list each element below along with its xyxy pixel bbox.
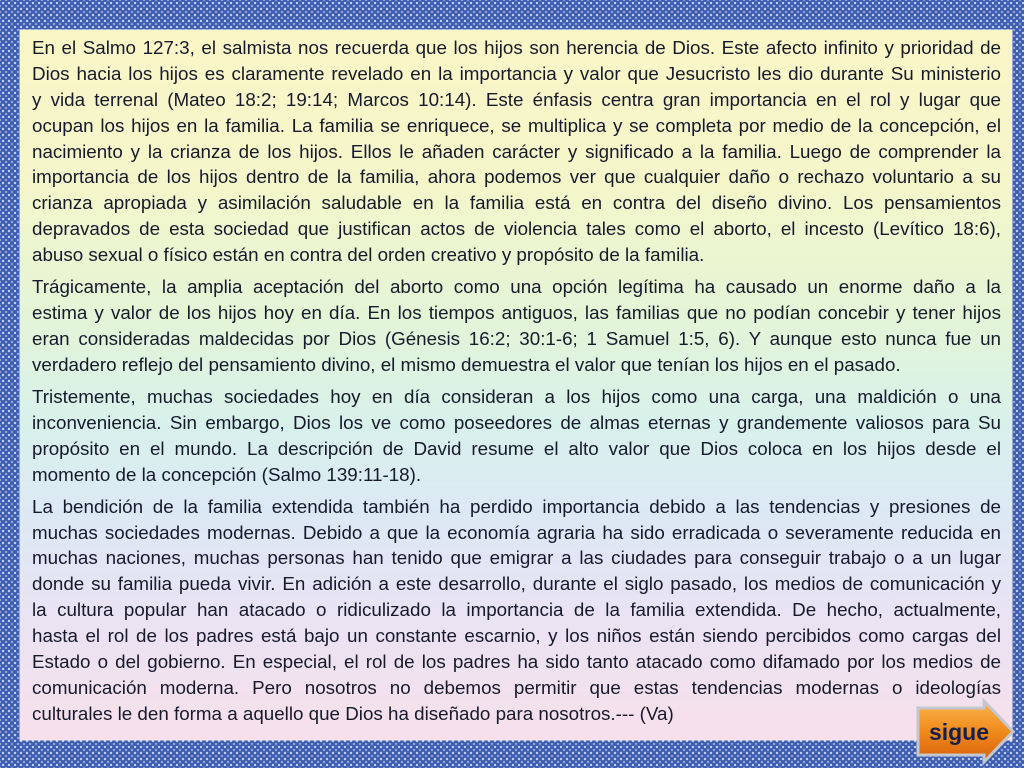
next-button[interactable]: [914, 698, 1016, 766]
paragraph: [32, 384, 1001, 488]
text-line: verdadero reflejo del pensamiento divino, el mismo demuestra el valor que tenían los hijos en el pasado.: [32, 353, 901, 375]
text-line: nacimiento y la crianza de los hijos. Ellos le añaden carácter y significado a la familia. Luego de comprender la: [32, 140, 1001, 162]
text-line: importancia de los hijos dentro de la familia, ahora podemos ver que cualquier daño o rechazo voluntario a su: [32, 166, 1001, 188]
text-panel: [20, 30, 1012, 740]
text-line: En el Salmo 127:3, el salmista nos recuerda que los hijos son herencia de Dios. Este afecto infinito y prioridad de: [32, 37, 1001, 58]
text-line: donde su familia pueda vivir. En adición a este desarrollo, durante el siglo pasado, los medios de comunicación y: [32, 573, 1001, 595]
body-text: [32, 35, 1001, 727]
paragraph: [32, 494, 1001, 727]
text-line: inconveniencia. Sin embargo, Dios los ve como poseedores de almas eternas y grandemente valiosos para Su: [32, 411, 1001, 433]
text-line: la cultura popular han atacado o ridiculizado la importancia de la familia extendida. De hecho, actualmente,: [32, 599, 1001, 621]
paragraph: [32, 274, 1001, 378]
text-line: y vida terrenal (Mateo 18:2; 19:14; Marcos 10:14). Este énfasis centra gran importancia en el rol y lugar que: [32, 88, 1001, 110]
text-line: comunicación moderna. Pero nosotros no debemos permitir que estas tendencias modernas o ideologías: [32, 676, 1001, 698]
text-line: Estado o del gobierno. En especial, el rol de los padres ha sido tanto atacado como difamado por los medios de: [32, 651, 1001, 673]
text-line: crianza apropiada y asimilación saludable en la familia está en contra del diseño divino. Los pensamientos: [32, 192, 1001, 214]
text-line: Dios hacia los hijos es claramente revelado en la importancia y valor que Jesucristo les dio durante Su ministerio: [32, 62, 1001, 84]
text-line: eran consideradas maldecidas por Dios (Génesis 16:2; 30:1-6; 1 Samuel 1:5, 6). Y aunque esto nunca fue un: [32, 327, 1001, 349]
text-line: hasta el rol de los padres está bajo un constante escarnio, y los niños están siendo percibidos como cargas del: [32, 625, 1001, 647]
text-line: estima y valor de los hijos hoy en día. En los tiempos antiguos, las familias que no podían concebir y tener hijos: [32, 302, 1001, 324]
text-line: Tristemente, muchas sociedades hoy en día consideran a los hijos como una carga, una maldición o una: [32, 385, 1001, 407]
text-line: abuso sexual o físico están en contra del orden creativo y propósito de la familia.: [32, 244, 705, 266]
text-line: La bendición de la familia extendida también ha perdido importancia debido a las tendencias y presiones de: [32, 495, 1001, 517]
text-line: muchas naciones, muchas personas han tenido que emigrar a las ciudades para conseguir trabajo o a un lugar: [32, 547, 1001, 569]
text-line: muchas sociedades modernas. Debido a que la economía agraria ha sido erradicada o severamente reducida en: [32, 521, 1001, 543]
text-line: propósito en el mundo. La descripción de David resume el alto valor que Dios coloca en los hijos desde el: [32, 437, 1001, 459]
text-line: Trágicamente, la amplia aceptación del aborto como una opción legítima ha causado un enorme daño a la: [32, 276, 1001, 298]
text-line: culturales le den forma a aquello que Dios ha diseñado para nosotros.--- (Va): [32, 702, 674, 724]
text-line: depravados de esta sociedad que justifican actos de violencia tales como el aborto, el incesto (Levítico 18:6),: [32, 218, 1001, 240]
text-line: momento de la concepción (Salmo 139:11-18).: [32, 463, 422, 485]
text-line: ocupan los hijos en la familia. La familia se enriquece, se multiplica y se completa por medio de la concepción, el: [32, 114, 1001, 136]
paragraph: [32, 35, 1001, 268]
next-button-label: sigue: [928, 719, 990, 745]
